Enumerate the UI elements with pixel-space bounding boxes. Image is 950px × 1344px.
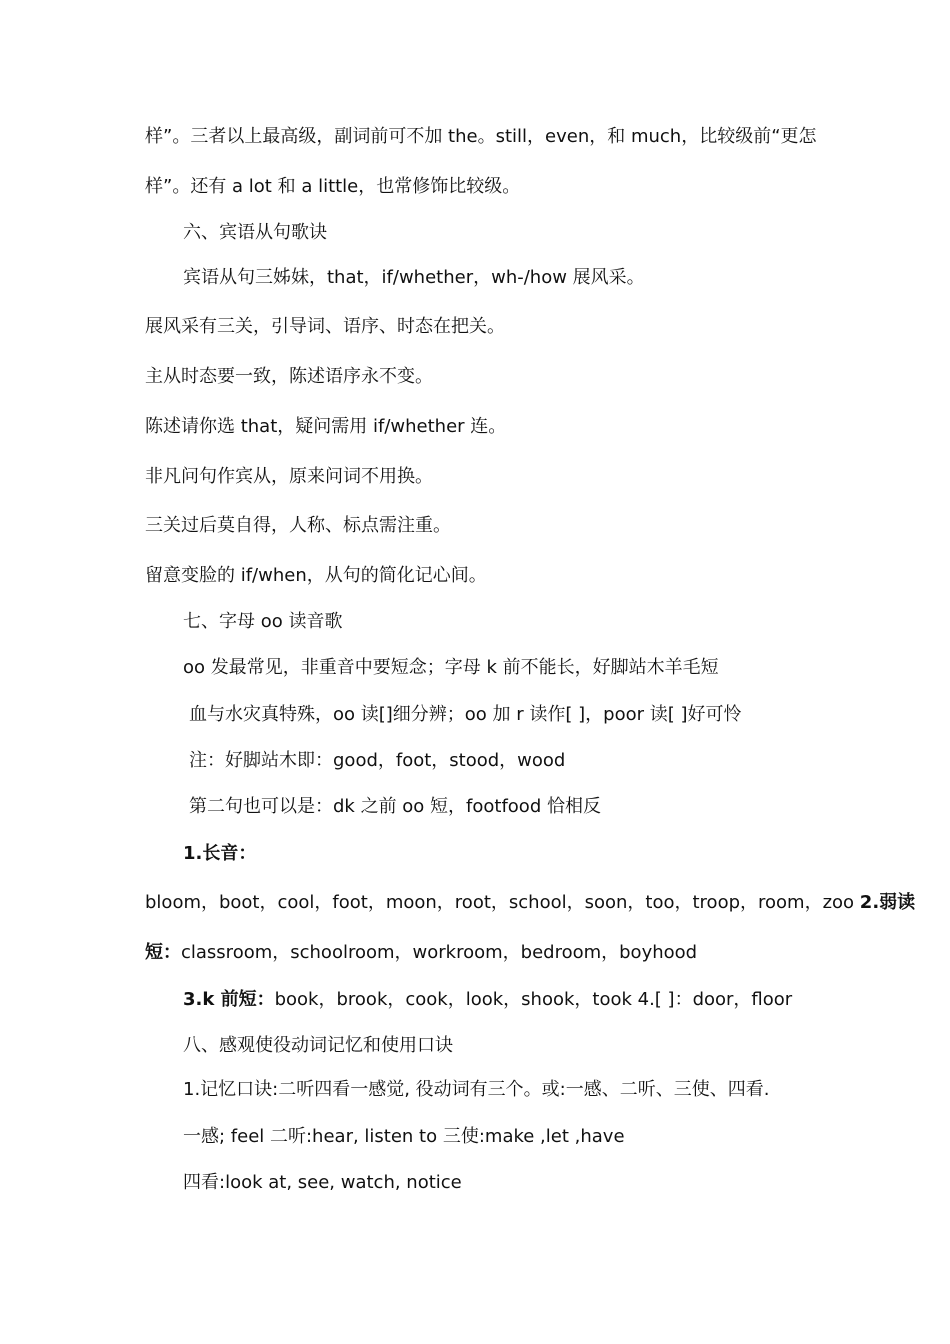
paragraph-line: 三关过后莫自得，人称、标点需注重。 xyxy=(145,515,451,536)
paragraph-line: 陈述请你选 that，疑问需用 if/whether 连。 xyxy=(145,416,507,437)
section-heading-6: 六、宾语从句歌诀 xyxy=(183,222,327,243)
paragraph-line: 注：好脚站木即：good，foot，stood，wood xyxy=(189,750,566,771)
word-list-line xyxy=(145,891,916,915)
paragraph-line: 留意变脸的 if/when，从句的简化记心间。 xyxy=(145,565,487,586)
paragraph-line: 四看:look at, see, watch, notice xyxy=(183,1172,462,1193)
section-heading-7: 七、字母 oo 读音歌 xyxy=(183,611,343,632)
weak-sound-heading: 2.弱读 xyxy=(859,892,916,913)
k-short-heading: 3.k 前短： xyxy=(183,989,275,1010)
paragraph-line: 第二句也可以是：dk 之前 oo 短，footfood 恰相反 xyxy=(189,796,601,817)
paragraph-line: 展风采有三关，引导词、语序、时态在把关。 xyxy=(145,316,505,337)
paragraph-line: 样”。还有 a lot 和 a little，也常修饰比较级。 xyxy=(145,176,521,197)
section-heading-8: 八、感观使役动词记忆和使用口诀 xyxy=(183,1035,453,1056)
paragraph-line: 1.记忆口诀:二听四看一感觉, 役动词有三个。或:一感、二听、三使、四看. xyxy=(183,1079,770,1100)
long-sound-words: bloom，boot，cool，foot，moon，root，school，soon，too，troop，room，zoo xyxy=(145,892,855,913)
paragraph-line: oo 发最常见，非重音中要短念；字母 k 前不能长，好脚站木羊毛短 xyxy=(183,657,719,678)
paragraph-line: 非凡问句作宾从，原来问词不用换。 xyxy=(145,466,433,487)
word-list-line xyxy=(145,941,697,965)
word-list-line xyxy=(183,988,792,1012)
paragraph-line: 一感; feel 二听:hear, listen to 三使:make ,let ,have xyxy=(183,1126,625,1147)
paragraph-line: 宾语从句三姊妹，that，if/whether，wh-/how 展风采。 xyxy=(183,267,645,288)
weak-sound-heading-cont: 短： xyxy=(145,942,181,963)
weak-sound-words: classroom，schoolroom，workroom，bedroom，boyhood xyxy=(181,942,698,963)
long-sound-heading: 1.长音： xyxy=(183,843,257,864)
paragraph-line: 样”。三者以上最高级，副词前可不加 the。still，even，和 much，比较级前“更怎 xyxy=(145,126,817,147)
paragraph-line: 主从时态要一致，陈述语序永不变。 xyxy=(145,366,433,387)
k-short-words: book，brook，cook，look，shook，took 4.[ ]：door，floor xyxy=(274,989,793,1010)
paragraph-line: 血与水灾真特殊，oo 读[]细分辨；oo 加 r 读作[ ]，poor 读[ ]好可怜 xyxy=(189,704,742,725)
